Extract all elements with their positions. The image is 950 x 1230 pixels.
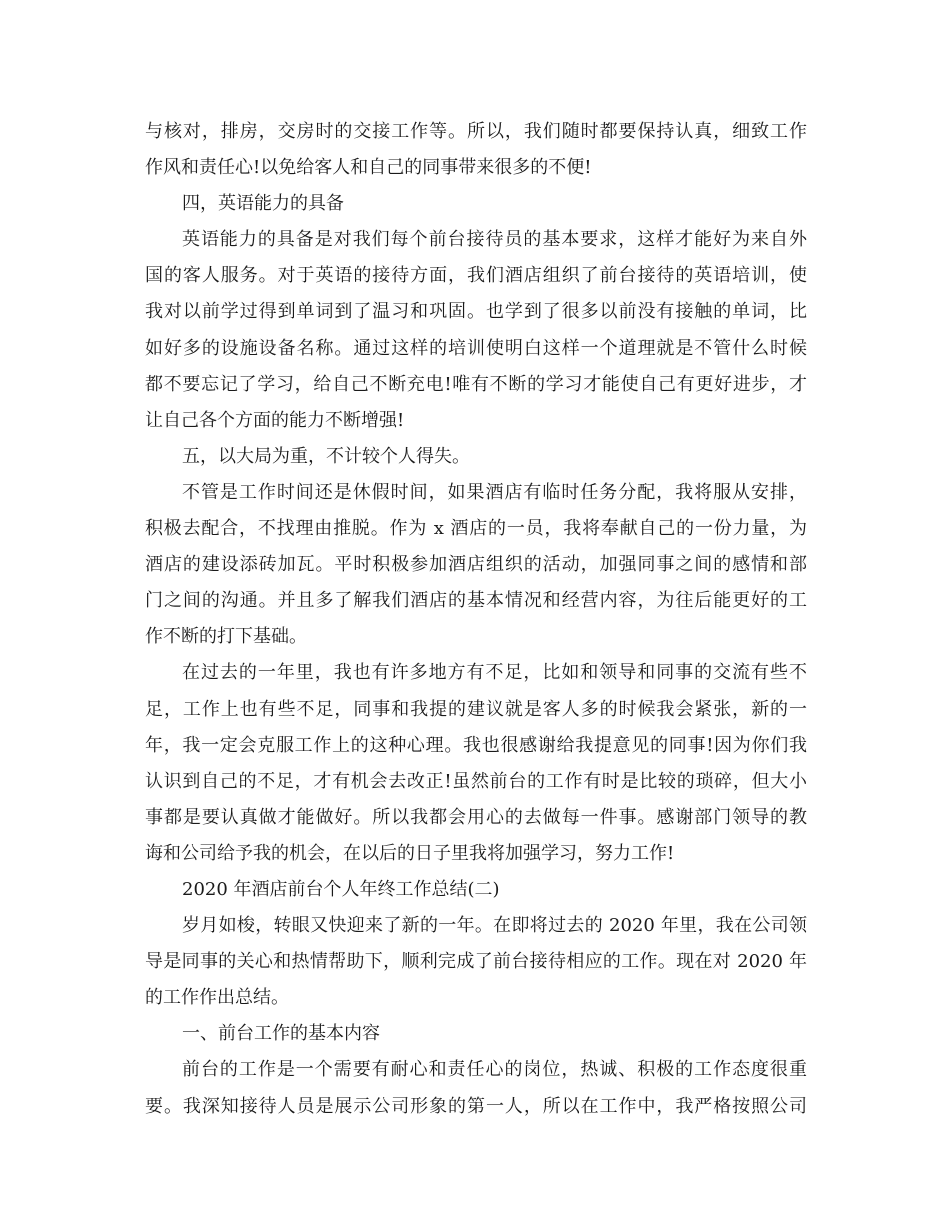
text-line: 不管是工作时间还是休假时间，如果酒店有临时任务分配，我将服从安排， [182, 481, 807, 503]
text-line: 如好多的设施设备名称。通过这样的培训使明白这样一个道理就是不管什么时候 [145, 337, 807, 359]
text-line: 在过去的一年里，我也有许多地方有不足，比如和领导和同事的交流有些不 [182, 662, 807, 684]
text-line: 诲和公司给予我的机会，在以后的日子里我将加强学习，努力工作! [145, 842, 675, 864]
text-line: 岁月如梭，转眼又快迎来了新的一年。在即将过去的 2020 年里，我在公司领 [182, 915, 807, 937]
text-line: 导是同事的关心和热情帮助下，顺利完成了前台接待相应的工作。现在对 2020 年 [145, 951, 807, 973]
text-line: 四，英语能力的具备 [182, 193, 344, 215]
text-line: 国的客人服务。对于英语的接待方面，我们酒店组织了前台接待的英语培训，使 [145, 265, 807, 287]
text-line: 门之间的沟通。并且多了解我们酒店的基本情况和经营内容，为往后能更好的工 [145, 590, 807, 612]
text-line: 年，我一定会克服工作上的这种心理。我也很感谢给我提意见的同事!因为你们我 [145, 734, 807, 756]
text-line: 让自己各个方面的能力不断增强! [145, 409, 405, 431]
text-line: 作风和责任心!以免给客人和自己的同事带来很多的不便! [145, 157, 592, 179]
text-line: 酒店的建设添砖加瓦。平时积极参加酒店组织的活动，加强同事之间的感情和部 [145, 554, 807, 576]
text-line: 事都是要认真做才能做好。所以我都会用心的去做每一件事。感谢部门领导的教 [145, 806, 807, 828]
text-line: 与核对，排房，交房时的交接工作等。所以，我们随时都要保持认真，细致工作 [145, 121, 807, 142]
text-line: 五，以大局为重，不计较个人得失。 [182, 445, 470, 467]
text-line: 我对以前学过得到单词到了温习和巩固。也学到了很多以前没有接触的单词，比 [145, 301, 807, 323]
text-line: 英语能力的具备是对我们每个前台接待员的基本要求，这样才能好为来自外 [182, 229, 807, 251]
text-line: 都不要忘记了学习，给自己不断充电!唯有不断的学习才能使自己有更好进步，才 [145, 373, 807, 395]
text-line: 一、前台工作的基本内容 [182, 1023, 380, 1045]
text-line: 2020 年酒店前台个人年终工作总结(二) [182, 878, 500, 900]
text-line: 要。我深知接待人员是展示公司形象的第一人，所以在工作中，我严格按照公司 [145, 1095, 807, 1117]
text-line: 积极去配合，不找理由推脱。作为 x 酒店的一员，我将奉献自己的一份力量，为 [145, 518, 807, 540]
text-line: 前台的工作是一个需要有耐心和责任心的岗位，热诚、积极的工作态度很重 [182, 1059, 807, 1081]
text-line: 作不断的打下基础。 [145, 626, 307, 648]
text-line: 认识到自己的不足，才有机会去改正!虽然前台的工作有时是比较的琐碎，但大小 [145, 770, 807, 792]
text-line: 足，工作上也有些不足，同事和我提的建议就是客人多的时候我会紧张，新的一 [145, 698, 807, 720]
document-body [145, 114, 807, 1125]
text-line: 的工作作出总结。 [145, 987, 289, 1009]
